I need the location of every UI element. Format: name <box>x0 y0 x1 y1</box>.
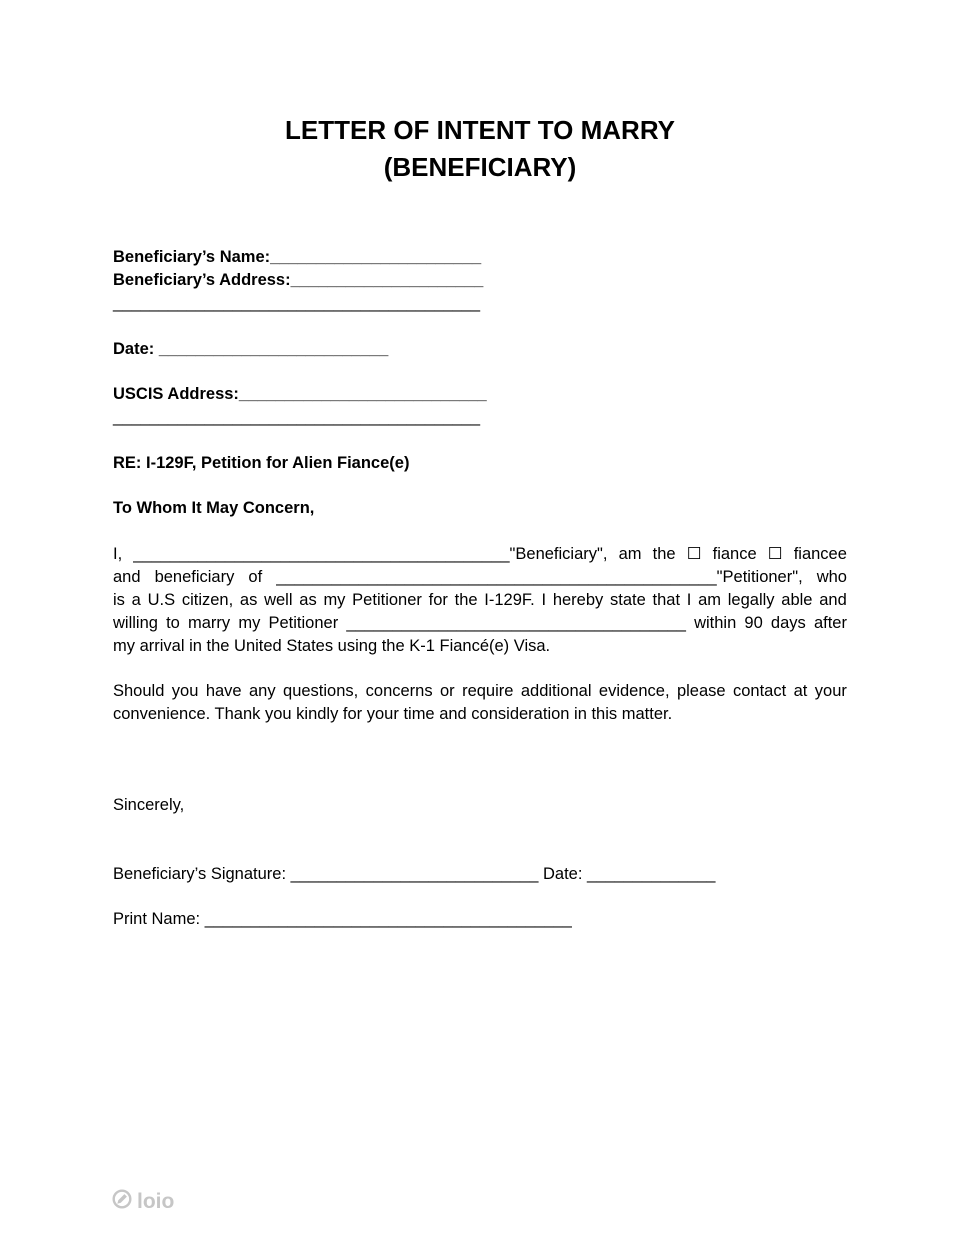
word: as <box>239 591 258 609</box>
word: days <box>770 614 806 632</box>
word: ________________________________________________"Petitioner", <box>276 568 803 586</box>
word: fiance <box>712 545 757 563</box>
document-subtitle: (BENEFICIARY) <box>383 152 577 182</box>
word: any <box>249 682 276 700</box>
word: marry <box>188 614 231 632</box>
date-field: Date: _________________________ <box>113 340 389 358</box>
uscis-address-line-2: ________________________________________ <box>113 408 481 426</box>
word: is <box>113 591 125 609</box>
word: as <box>299 591 317 609</box>
closing: Sincerely, <box>113 796 185 814</box>
word: willing <box>113 614 158 632</box>
document-title: LETTER OF INTENT TO MARRY <box>285 115 675 145</box>
word: Petitioner <box>268 614 339 632</box>
word: am <box>698 591 722 609</box>
word: for <box>428 591 448 609</box>
body-paragraph-2 <box>113 680 847 726</box>
word: the <box>652 545 676 563</box>
word: that <box>652 591 681 609</box>
word: your <box>814 682 847 700</box>
paragraph-line <box>113 612 847 635</box>
word: _________________________________________"Beneficiary", <box>133 545 608 563</box>
word: after <box>813 614 847 632</box>
word: additional <box>520 682 592 700</box>
word: state <box>610 591 646 609</box>
word: concerns <box>365 682 433 700</box>
word: at <box>793 682 808 700</box>
word: am <box>618 545 642 563</box>
word: Should <box>113 682 165 700</box>
paragraph-line: my arrival in the United States using the K-1 Fiancé(e) Visa. <box>113 637 551 655</box>
pencil-icon <box>112 1189 132 1215</box>
paragraph-line <box>113 566 847 589</box>
uscis-address-field: USCIS Address:___________________________ <box>113 385 487 403</box>
word: you <box>171 682 199 700</box>
word: fiancee <box>793 545 847 563</box>
beneficiary-address-field: Beneficiary’s Address:_____________________ <box>113 271 484 289</box>
body-paragraph-1 <box>113 543 847 658</box>
word: a <box>131 591 141 609</box>
word: well <box>264 591 293 609</box>
paragraph-line: convenience. Thank you kindly for your time and consideration in this matter. <box>113 705 673 723</box>
word: I-129F. <box>484 591 535 609</box>
word: ☐ <box>686 545 702 563</box>
word: of <box>248 568 263 586</box>
re-line: RE: I-129F, Petition for Alien Fiance(e) <box>113 454 410 472</box>
word: legally <box>727 591 775 609</box>
word: ☐ <box>767 545 783 563</box>
word: 90 <box>744 614 763 632</box>
word: _____________________________________ <box>346 614 686 632</box>
word: have <box>205 682 242 700</box>
word: evidence, <box>598 682 670 700</box>
word: Petitioner <box>352 591 422 609</box>
word: hereby <box>552 591 604 609</box>
word: and <box>819 591 847 609</box>
address-line-2: ________________________________________ <box>113 294 481 312</box>
word: and <box>113 568 141 586</box>
loio-logo <box>112 1189 174 1215</box>
logo-text: loio <box>137 1190 175 1213</box>
word: please <box>676 682 726 700</box>
beneficiary-name-field: Beneficiary’s Name:_______________________ <box>113 248 482 266</box>
word: I, <box>113 545 123 563</box>
word: my <box>323 591 346 609</box>
signature-line: Beneficiary’s Signature: ___________________________ Date: ______________ <box>113 865 716 883</box>
word: questions, <box>283 682 359 700</box>
salutation: To Whom It May Concern, <box>113 499 315 517</box>
word: beneficiary <box>154 568 235 586</box>
word: or <box>440 682 455 700</box>
word: to <box>166 614 180 632</box>
paragraph-line <box>113 589 847 612</box>
word: require <box>462 682 514 700</box>
paragraph-line <box>113 543 847 566</box>
word: citizen, <box>181 591 234 609</box>
word: who <box>816 568 847 586</box>
word: I <box>686 591 692 609</box>
word: able <box>781 591 813 609</box>
word: the <box>454 591 478 609</box>
word: contact <box>732 682 787 700</box>
word: my <box>238 614 261 632</box>
print-name-line: Print Name: ________________________________________ <box>113 910 572 928</box>
paragraph-line <box>113 680 847 703</box>
word: within <box>694 614 737 632</box>
word: U.S <box>147 591 176 609</box>
word: I <box>541 591 547 609</box>
